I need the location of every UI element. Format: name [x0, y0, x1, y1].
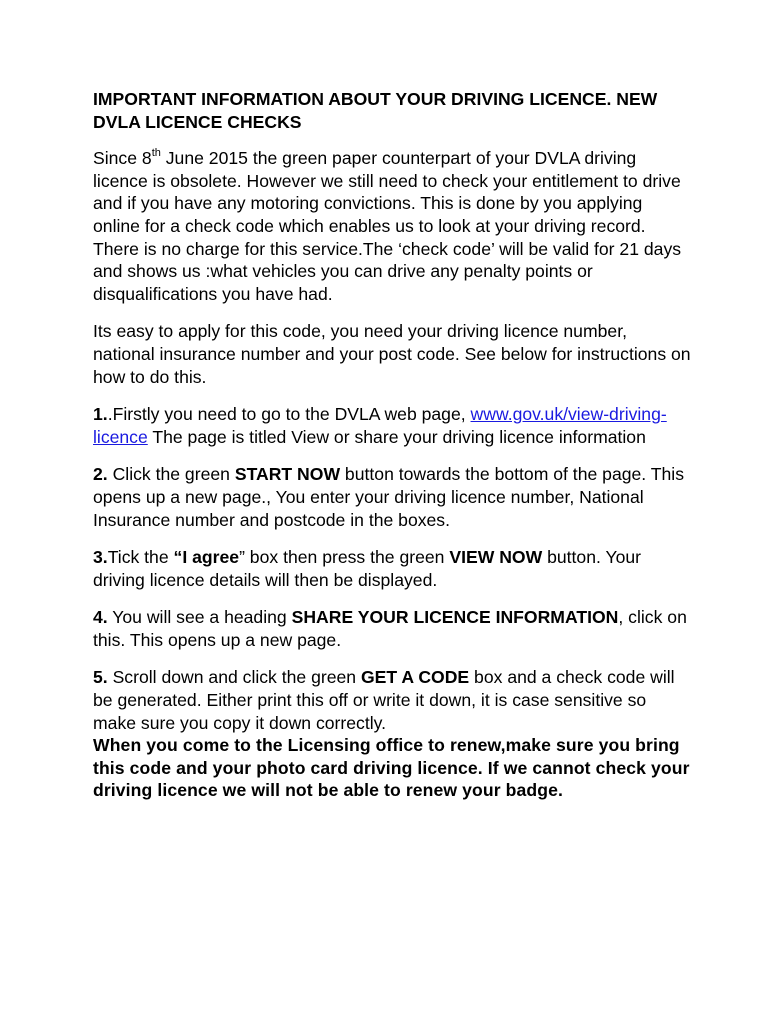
step-5	[93, 666, 693, 734]
step-2-number: 2.	[93, 464, 108, 485]
step-5-text: Scroll down and click the green	[107, 667, 361, 688]
intro-paragraph	[93, 147, 693, 305]
step-2	[93, 463, 693, 531]
view-now-label: VIEW NOW	[449, 547, 543, 568]
intro-text-rest: June 2015 the green paper counterpart of your DVLA driving licence is obsolete. However we still need to check your entitlement to drive and if you have any motoring convictions. This is done by you applying online for a check code which enables us to look at your driving record. There is no charge for this service.The ‘check code’ will be valid for 21 days and shows us :what vehicles you can drive any penalty points or disqualifications you have had.	[93, 148, 682, 304]
step-5-number: 5.	[93, 667, 108, 688]
final-note: When you come to the Licensing office to renew,make sure you bring this code and your photo card driving licence. If we cannot check your driving licence we will not be able to renew your badge.	[93, 735, 690, 801]
step-3-text: Tick the	[107, 547, 174, 568]
step-4	[93, 606, 693, 651]
share-licence-label: SHARE YOUR LICENCE INFORMATION	[291, 607, 619, 628]
document-body	[93, 88, 693, 802]
step-3-number: 3.	[93, 547, 108, 568]
step-2-text: Click the green	[107, 464, 235, 485]
step-4-text: You will see a heading	[107, 607, 292, 628]
step-3-text-rest: button. Your driving licence details will then be displayed.	[93, 547, 642, 590]
i-agree-label: “I agree	[173, 547, 240, 568]
step-1-text: .Firstly you need to go to the DVLA web page,	[107, 404, 471, 425]
step-3-text-mid: ” box then press the green	[239, 547, 450, 568]
step-3	[93, 546, 693, 591]
get-a-code-label: GET A CODE	[360, 667, 470, 688]
step-2-text-rest: button towards the bottom of the page. This opens up a new page., You enter your driving licence number, National Insurance number and postcode in the boxes.	[93, 464, 684, 530]
document-heading: IMPORTANT INFORMATION ABOUT YOUR DRIVING LICENCE. NEW DVLA LICENCE CHECKS	[93, 89, 658, 132]
intro-text-start: Since 8	[93, 148, 152, 169]
step-1-number: 1.	[93, 404, 108, 425]
step-4-number: 4.	[93, 607, 108, 628]
dvla-view-licence-link[interactable]: www.gov.uk/view-driving-licence	[93, 404, 667, 447]
step-1	[93, 403, 693, 448]
step-5-text-rest: box and a check code will be generated. Either print this off or write it down, it is case sensitive so make sure you copy it down correctly.	[93, 667, 675, 733]
start-now-label: START NOW	[234, 464, 341, 485]
step-1-text-after-link: The page is titled View or share your driving licence information	[147, 426, 646, 447]
apply-paragraph: Its easy to apply for this code, you need your driving licence number, national insurance number and your post code. See below for instructions on how to do this.	[93, 321, 691, 387]
date-ordinal-suffix: th	[151, 147, 161, 160]
step-4-text-rest: , click on this. This opens up a new page.	[93, 607, 687, 650]
